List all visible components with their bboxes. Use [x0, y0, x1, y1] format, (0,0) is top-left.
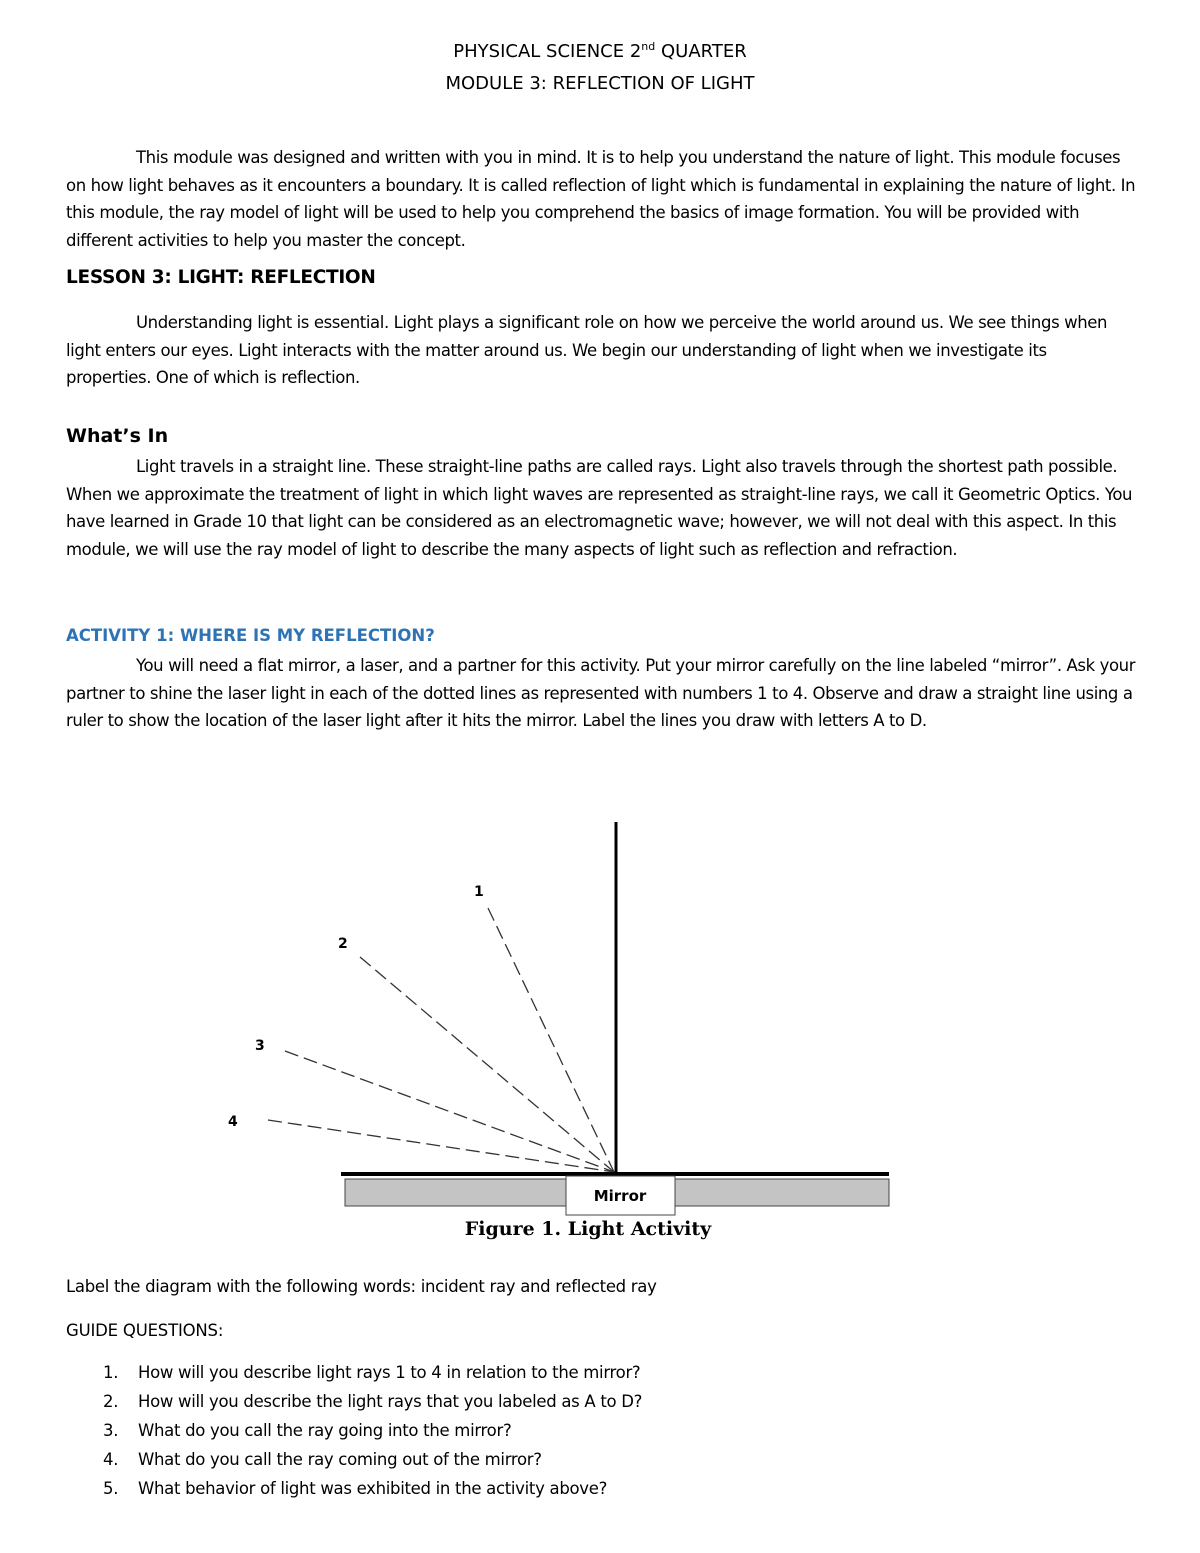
- page-title: PHYSICAL SCIENCE 2nd QUARTER: [453, 40, 747, 62]
- question-number: 4.: [103, 1450, 119, 1469]
- question-number: 3.: [103, 1421, 119, 1440]
- label-instruction: Label the diagram with the following words: incident ray and reflected ray: [66, 1277, 657, 1296]
- incident-ray-1: [488, 908, 614, 1172]
- guide-questions-heading: GUIDE QUESTIONS:: [66, 1321, 224, 1340]
- activity-text: You will need a flat mirror, a laser, and a partner for this activity. Put your mirror carefully on the line labeled “mirror”. Ask your partner to shine the laser light in each of the dotted lines as represented with numbers 1 to 4. Observe and draw a straight line using a ruler to show the location of the laser light after it hits the mirror. Label the lines you draw with letters A to D.: [66, 656, 1136, 730]
- whats-in-text: Light travels in a straight line. These straight-line paths are called rays. Light also travels through the shortest path possible. When we approximate the treatment of light in which light waves are represented as straight-line rays, we call it Geometric Optics. You have learned in Grade 10 that light can be considered as an electromagnetic wave; however, we will not deal with this aspect. In this module, we will use the ray model of light to describe the many aspects of light such as reflection and refraction.: [66, 457, 1133, 559]
- whats-in-heading: What’s In: [66, 425, 169, 447]
- question-text: How will you describe light rays 1 to 4 in relation to the mirror?: [138, 1363, 641, 1382]
- ray-label-1: 1: [474, 884, 484, 900]
- question-text: How will you describe the light rays that you labeled as A to D?: [138, 1392, 643, 1411]
- mirror-label: Mirror: [593, 1187, 647, 1205]
- ray-label-4: 4: [228, 1114, 238, 1130]
- question-text: What do you call the ray going into the mirror?: [138, 1421, 512, 1440]
- incident-ray-3: [285, 1051, 614, 1172]
- question-number: 2.: [103, 1392, 119, 1411]
- question-number: 1.: [103, 1363, 119, 1382]
- question-number: 5.: [103, 1479, 119, 1498]
- intro-text: This module was designed and written with you in mind. It is to help you understand the nature of light. This module focuses on how light behaves as it encounters a boundary. It is called reflection of light which is fundamental in explaining the nature of light. In this module, the ray model of light will be used to help you comprehend the basics of image formation. You will be provided with different activities to help you master the concept.: [66, 148, 1136, 250]
- question-text: What do you call the ray coming out of the mirror?: [138, 1450, 542, 1469]
- ray-label-2: 2: [338, 936, 348, 952]
- question-text: What behavior of light was exhibited in the activity above?: [138, 1479, 608, 1498]
- ray-label-3: 3: [255, 1038, 265, 1054]
- figure-caption: Figure 1. Light Activity: [464, 1218, 712, 1240]
- title-superscript: nd: [641, 40, 656, 53]
- module-title: MODULE 3: REFLECTION OF LIGHT: [445, 73, 755, 94]
- lesson-heading: LESSON 3: LIGHT: REFLECTION: [66, 267, 376, 288]
- activity-heading: ACTIVITY 1: WHERE IS MY REFLECTION?: [66, 626, 435, 645]
- lesson-text: Understanding light is essential. Light plays a significant role on how we perceive the world around us. We see things when light enters our eyes. Light interacts with the matter around us. We begin our understanding of light when we investigate its properties. One of which is reflection.: [66, 313, 1108, 387]
